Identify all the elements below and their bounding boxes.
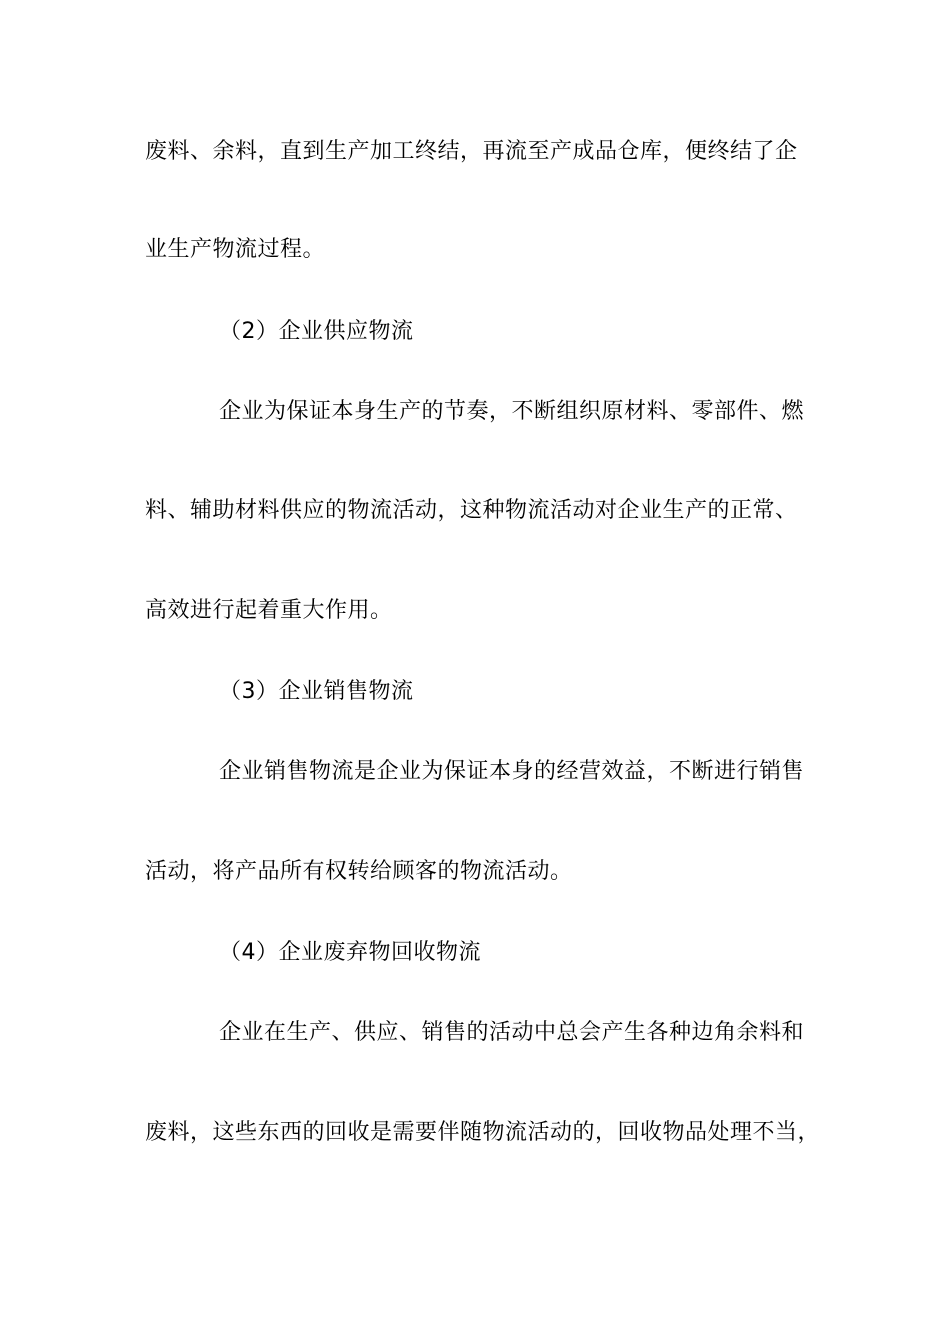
paragraph-line: 企业销售物流是企业为保证本身的经营效益，不断进行销售 [219,759,805,784]
paragraph-line: 企业在生产、供应、销售的活动中总会产生各种边角余料和 [219,1020,805,1045]
paragraph-line: 废料，这些东西的回收是需要伴随物流活动的，回收物品处理不当， [145,1120,821,1145]
paragraph-line: 高效进行起着重大作用。 [145,598,393,623]
paragraph-line: 企业为保证本身生产的节奏，不断组织原材料、零部件、燃 [219,399,805,424]
paragraph-line: 废料、余料，直到生产加工终结，再流至产成品仓库，便终结了企 [145,139,798,164]
section-heading-supply-logistics: （2）企业供应物流 [219,319,414,344]
paragraph-line: 活动，将产品所有权转给顾客的物流活动。 [145,859,573,884]
paragraph-line: 料、辅助材料供应的物流活动，这种物流活动对企业生产的正常、 [145,498,798,523]
paragraph-line: 业生产物流过程。 [145,237,326,262]
section-heading-waste-recycling-logistics: （4）企业废弃物回收物流 [219,940,481,965]
section-heading-sales-logistics: （3）企业销售物流 [219,679,414,704]
